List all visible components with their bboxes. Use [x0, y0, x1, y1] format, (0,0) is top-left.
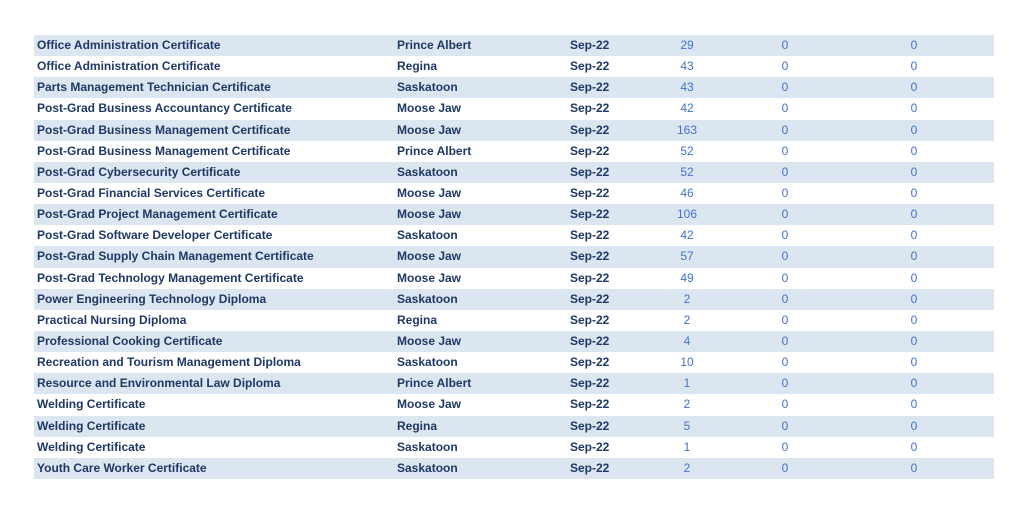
table-row	[34, 373, 994, 394]
value-cell-2: 0	[781, 101, 789, 116]
value-cell-2: 0	[781, 270, 789, 285]
table-row	[34, 120, 994, 141]
program-name-cell: Post-Grad Cybersecurity Certificate	[37, 164, 241, 179]
program-name-cell: Post-Grad Software Developer Certificate	[37, 228, 273, 243]
program-name-cell: Post-Grad Financial Services Certificate	[37, 185, 266, 200]
term-cell: Sep-22	[570, 397, 610, 412]
table-row	[34, 394, 994, 415]
value-cell-3: 0	[910, 249, 918, 264]
value-cell-2: 0	[781, 122, 789, 137]
value-cell-2: 0	[781, 143, 789, 158]
term-cell: Sep-22	[570, 59, 610, 74]
program-name-cell: Welding Certificate	[37, 397, 146, 412]
value-cell-2: 0	[781, 291, 789, 306]
value-cell-2: 0	[781, 355, 789, 370]
value-cell-2: 0	[781, 59, 789, 74]
count-cell: 2	[683, 291, 691, 306]
value-cell-2: 0	[781, 333, 789, 348]
table-row	[34, 162, 994, 183]
value-cell-2: 0	[781, 376, 789, 391]
value-cell-3: 0	[910, 143, 918, 158]
value-cell-3: 0	[910, 312, 918, 327]
location-cell: Regina	[397, 312, 438, 327]
table-row	[34, 35, 994, 56]
table-row	[34, 310, 994, 331]
location-cell: Moose Jaw	[397, 185, 462, 200]
location-cell: Moose Jaw	[397, 333, 462, 348]
value-cell-3: 0	[910, 38, 918, 52]
count-cell: 2	[683, 312, 691, 327]
location-cell: Saskatoon	[397, 228, 458, 243]
value-cell-2: 0	[781, 207, 789, 222]
count-cell: 52	[680, 164, 694, 179]
count-cell: 1	[683, 439, 691, 454]
table-row	[34, 331, 994, 352]
program-name-cell: Parts Management Technician Certificate	[37, 80, 271, 95]
term-cell: Sep-22	[570, 333, 610, 348]
value-cell-3: 0	[910, 59, 918, 74]
count-cell: 46	[680, 185, 694, 200]
count-cell: 42	[680, 101, 694, 116]
term-cell: Sep-22	[570, 355, 610, 370]
value-cell-2: 0	[781, 460, 789, 475]
count-cell: 5	[683, 418, 691, 433]
location-cell: Saskatoon	[397, 460, 458, 475]
table-row	[34, 416, 994, 437]
value-cell-2: 0	[781, 185, 789, 200]
program-name-cell: Youth Care Worker Certificate	[37, 460, 207, 475]
program-name-cell: Post-Grad Supply Chain Management Certificate	[37, 249, 314, 264]
table-row	[34, 141, 994, 162]
value-cell-3: 0	[910, 164, 918, 179]
table-row	[34, 268, 994, 289]
term-cell: Sep-22	[570, 80, 610, 95]
term-cell: Sep-22	[570, 460, 610, 475]
count-cell: 52	[680, 143, 694, 158]
count-cell: 10	[680, 355, 694, 370]
count-cell: 42	[680, 228, 694, 243]
program-name-cell: Post-Grad Business Management Certificate	[37, 122, 291, 137]
value-cell-2: 0	[781, 38, 789, 52]
count-cell: 163	[676, 122, 698, 137]
term-cell: Sep-22	[570, 291, 610, 306]
value-cell-3: 0	[910, 207, 918, 222]
program-name-cell: Post-Grad Project Management Certificate	[37, 207, 278, 222]
table-row	[34, 98, 994, 119]
term-cell: Sep-22	[570, 164, 610, 179]
value-cell-3: 0	[910, 397, 918, 412]
term-cell: Sep-22	[570, 101, 610, 116]
value-cell-3: 0	[910, 228, 918, 243]
value-cell-3: 0	[910, 333, 918, 348]
table-row	[34, 77, 994, 98]
value-cell-3: 0	[910, 439, 918, 454]
count-cell: 1	[683, 376, 691, 391]
value-cell-3: 0	[910, 460, 918, 475]
value-cell-2: 0	[781, 249, 789, 264]
term-cell: Sep-22	[570, 439, 610, 454]
count-cell: 49	[680, 270, 694, 285]
program-name-cell: Post-Grad Business Accountancy Certificate	[37, 101, 292, 116]
program-name-cell: Professional Cooking Certificate	[37, 333, 223, 348]
count-cell: 43	[680, 59, 694, 74]
value-cell-2: 0	[781, 397, 789, 412]
count-cell: 29	[680, 38, 694, 52]
value-cell-3: 0	[910, 376, 918, 391]
term-cell: Sep-22	[570, 270, 610, 285]
term-cell: Sep-22	[570, 143, 610, 158]
location-cell: Moose Jaw	[397, 270, 462, 285]
value-cell-3: 0	[910, 185, 918, 200]
program-name-cell: Practical Nursing Diploma	[37, 312, 187, 327]
location-cell: Saskatoon	[397, 80, 458, 95]
value-cell-3: 0	[910, 122, 918, 137]
table-row	[34, 246, 994, 267]
count-cell: 106	[676, 207, 698, 222]
program-name-cell: Office Administration Certificate	[37, 59, 221, 74]
count-cell: 2	[683, 460, 691, 475]
value-cell-2: 0	[781, 418, 789, 433]
value-cell-2: 0	[781, 164, 789, 179]
location-cell: Moose Jaw	[397, 207, 462, 222]
table-row	[34, 352, 994, 373]
table-row	[34, 56, 994, 77]
table-row	[34, 204, 994, 225]
value-cell-3: 0	[910, 101, 918, 116]
location-cell: Saskatoon	[397, 355, 458, 370]
term-cell: Sep-22	[570, 38, 610, 52]
value-cell-3: 0	[910, 291, 918, 306]
program-name-cell: Post-Grad Technology Management Certificate	[37, 270, 304, 285]
term-cell: Sep-22	[570, 376, 610, 391]
count-cell: 2	[683, 397, 691, 412]
program-name-cell: Power Engineering Technology Diploma	[37, 291, 267, 306]
location-cell: Moose Jaw	[397, 122, 462, 137]
program-name-cell: Welding Certificate	[37, 439, 146, 454]
count-cell: 57	[680, 249, 694, 264]
location-cell: Prince Albert	[397, 38, 472, 52]
term-cell: Sep-22	[570, 122, 610, 137]
value-cell-2: 0	[781, 439, 789, 454]
location-cell: Prince Albert	[397, 376, 472, 391]
value-cell-3: 0	[910, 355, 918, 370]
term-cell: Sep-22	[570, 207, 610, 222]
value-cell-3: 0	[910, 80, 918, 95]
table-row	[34, 183, 994, 204]
count-cell: 4	[683, 333, 691, 348]
term-cell: Sep-22	[570, 228, 610, 243]
count-cell: 43	[680, 80, 694, 95]
program-name-cell: Welding Certificate	[37, 418, 146, 433]
location-cell: Regina	[397, 59, 438, 74]
value-cell-3: 0	[910, 270, 918, 285]
location-cell: Moose Jaw	[397, 249, 462, 264]
location-cell: Moose Jaw	[397, 397, 462, 412]
value-cell-2: 0	[781, 228, 789, 243]
term-cell: Sep-22	[570, 185, 610, 200]
location-cell: Saskatoon	[397, 291, 458, 306]
program-name-cell: Resource and Environmental Law Diploma	[37, 376, 281, 391]
value-cell-2: 0	[781, 80, 789, 95]
enrollment-table	[34, 35, 994, 479]
table-row	[34, 458, 994, 479]
location-cell: Moose Jaw	[397, 101, 462, 116]
program-name-cell: Office Administration Certificate	[37, 38, 221, 52]
term-cell: Sep-22	[570, 418, 610, 433]
table-row	[34, 225, 994, 246]
table-row	[34, 289, 994, 310]
value-cell-3: 0	[910, 418, 918, 433]
value-cell-2: 0	[781, 312, 789, 327]
location-cell: Saskatoon	[397, 439, 458, 454]
term-cell: Sep-22	[570, 312, 610, 327]
location-cell: Regina	[397, 418, 438, 433]
program-name-cell: Post-Grad Business Management Certificate	[37, 143, 291, 158]
table-row	[34, 437, 994, 458]
location-cell: Prince Albert	[397, 143, 472, 158]
location-cell: Saskatoon	[397, 164, 458, 179]
term-cell: Sep-22	[570, 249, 610, 264]
program-name-cell: Recreation and Tourism Management Diploma	[37, 355, 301, 370]
